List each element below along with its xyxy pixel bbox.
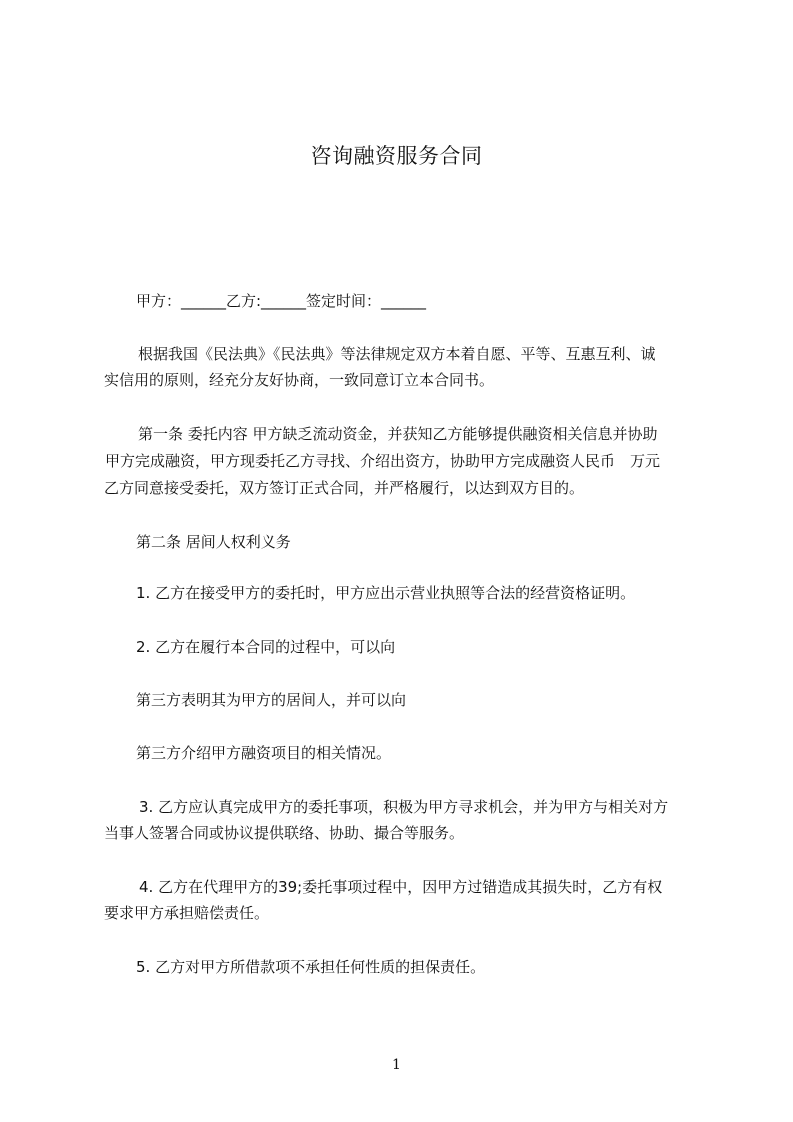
parties-line: 甲方：______乙方:______签定时间：______ bbox=[136, 292, 427, 310]
item-3-line-1: 3. 乙方应认真完成甲方的委托事项，积极为甲方寻求机会，并为甲方与相关对方 bbox=[139, 798, 669, 816]
article-1-line-3: 乙方同意接受委托，双方签订正式合同，并严格履行，以达到双方目的。 bbox=[104, 479, 585, 497]
item-2: 2. 乙方在履行本合同的过程中，可以向 bbox=[136, 638, 396, 656]
item-3-line-2: 当事人签署合同或协议提供联络、协助、撮合等服务。 bbox=[104, 824, 465, 842]
item-2-continuation-1: 第三方表明其为甲方的居间人，并可以向 bbox=[136, 691, 407, 709]
item-4-line-2: 要求甲方承担赔偿责任。 bbox=[104, 904, 270, 922]
item-2-continuation-2: 第三方介绍甲方融资项目的相关情况。 bbox=[136, 744, 392, 762]
item-4-line-1: 4. 乙方在代理甲方的39;委托事项过程中，因甲方过错造成其损失时，乙方有权 bbox=[139, 878, 663, 896]
article-2-heading: 第二条 居间人权利义务 bbox=[136, 533, 291, 551]
intro-paragraph-line-1: 根据我国《民法典》《民法典》等法律规定双方本着自愿、平等、互惠互利、诚 bbox=[138, 345, 656, 363]
intro-paragraph-line-2: 实信用的原则，经充分友好协商，一致同意订立本合同书。 bbox=[104, 371, 495, 389]
contract-title: 咨询融资服务合同 bbox=[310, 144, 483, 168]
item-1: 1. 乙方在接受甲方的委托时，甲方应出示营业执照等合法的经营资格证明。 bbox=[136, 584, 636, 602]
item-5: 5. 乙方对甲方所借款项不承担任何性质的担保责任。 bbox=[136, 958, 486, 976]
page-number: 1 bbox=[392, 1057, 401, 1073]
article-1-line-2: 甲方完成融资，甲方现委托乙方寻找、介绍出资方，协助甲方完成融资人民币 万元 bbox=[105, 452, 661, 470]
article-1-line-1: 第一条 委托内容 甲方缺乏流动资金，并获知乙方能够提供融资相关信息并协助 bbox=[138, 425, 658, 443]
